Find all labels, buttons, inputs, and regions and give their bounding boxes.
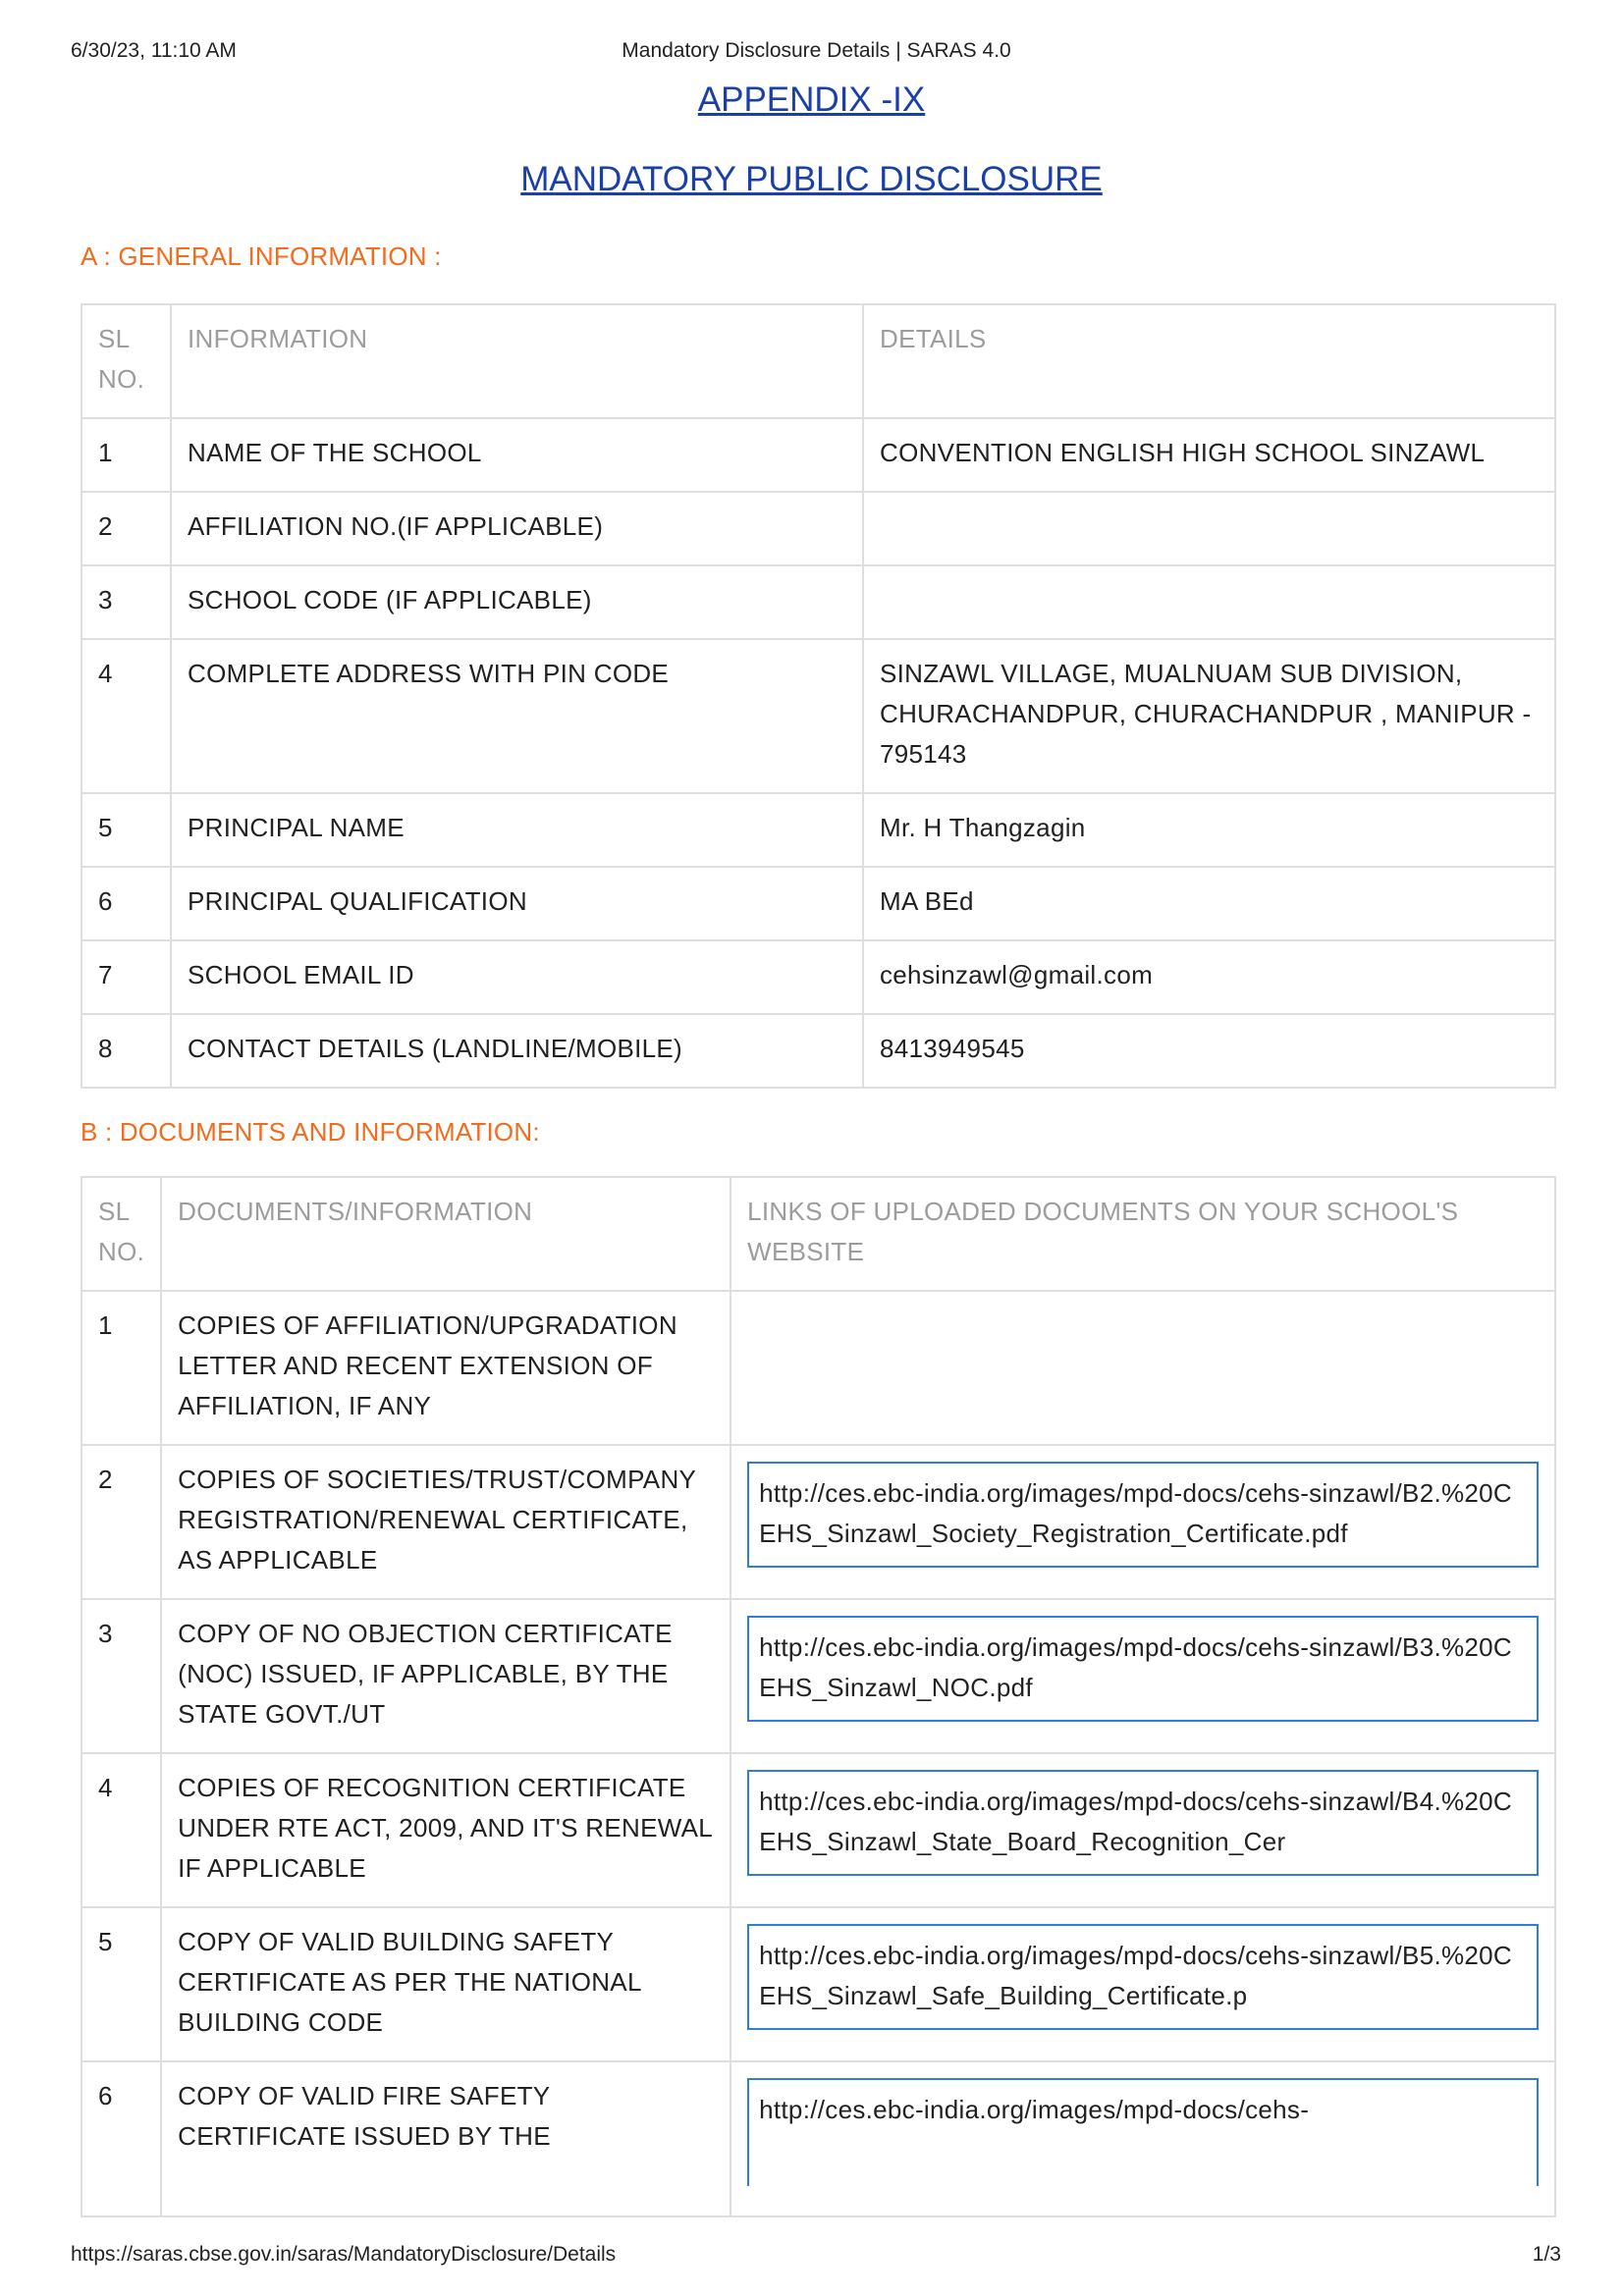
row-sl: 1 (81, 1291, 161, 1445)
document-link-field[interactable]: http://ces.ebc-india.org/images/mpd-docs/cehs-sinzawl/B5.%20CEHS_Sinzawl_Safe_Building_Certificate.p (747, 1924, 1539, 2030)
row-info: CONTACT DETAILS (LANDLINE/MOBILE) (171, 1014, 863, 1088)
row-document: COPIES OF SOCIETIES/TRUST/COMPANY REGISTRATION/RENEWAL CERTIFICATE, AS APPLICABLE (161, 1445, 730, 1599)
row-document: COPY OF NO OBJECTION CERTIFICATE (NOC) ISSUED, IF APPLICABLE, BY THE STATE GOVT./UT (161, 1599, 730, 1753)
row-sl: 6 (81, 867, 171, 940)
table-row (81, 1907, 1555, 2061)
document-link-field[interactable]: http://ces.ebc-india.org/images/mpd-docs/cehs-sinzawl/B4.%20CEHS_Sinzawl_State_Board_Recognition_Cer (747, 1770, 1539, 1876)
header-details: DETAILS (863, 304, 1555, 418)
table-row (81, 867, 1555, 940)
header-sl-no: SL NO. (81, 304, 171, 418)
document-link-field[interactable]: http://ces.ebc-india.org/images/mpd-docs/cehs- (747, 2078, 1539, 2186)
row-sl: 3 (81, 565, 171, 639)
row-info: SCHOOL CODE (IF APPLICABLE) (171, 565, 863, 639)
row-details: 8413949545 (863, 1014, 1555, 1088)
print-page-title: Mandatory Disclosure Details | SARAS 4.0 (622, 39, 1011, 62)
row-sl: 5 (81, 1907, 161, 2061)
row-info: PRINCIPAL QUALIFICATION (171, 867, 863, 940)
table-row (81, 940, 1555, 1014)
header-sl-no: SL NO. (81, 1177, 161, 1291)
row-document: COPIES OF RECOGNITION CERTIFICATE UNDER RTE ACT, 2009, AND IT'S RENEWAL IF APPLICABLE (161, 1753, 730, 1907)
table-row (81, 492, 1555, 565)
header-links: LINKS OF UPLOADED DOCUMENTS ON YOUR SCHOOL'S WEBSITE (730, 1177, 1555, 1291)
row-sl: 7 (81, 940, 171, 1014)
table-header-row (81, 304, 1555, 418)
table-row (81, 565, 1555, 639)
row-link-cell (730, 1907, 1555, 2061)
row-link-cell (730, 2061, 1555, 2216)
row-info: SCHOOL EMAIL ID (171, 940, 863, 1014)
row-link-cell (730, 1599, 1555, 1753)
table-row (81, 1753, 1555, 1907)
row-sl: 8 (81, 1014, 171, 1088)
row-sl: 2 (81, 492, 171, 565)
table-row (81, 418, 1555, 492)
section-a-title: A : GENERAL INFORMATION : (81, 241, 442, 271)
row-link-cell (730, 1445, 1555, 1599)
row-info: PRINCIPAL NAME (171, 793, 863, 867)
row-sl: 1 (81, 418, 171, 492)
row-details: CONVENTION ENGLISH HIGH SCHOOL SINZAWL (863, 418, 1555, 492)
row-sl: 6 (81, 2061, 161, 2216)
print-datetime: 6/30/23, 11:10 AM (71, 39, 237, 62)
row-document: COPIES OF AFFILIATION/UPGRADATION LETTER AND RECENT EXTENSION OF AFFILIATION, IF ANY (161, 1291, 730, 1445)
table-row (81, 639, 1555, 793)
row-link-cell (730, 1291, 1555, 1445)
row-document: COPY OF VALID FIRE SAFETY CERTIFICATE ISSUED BY THE (161, 2061, 730, 2216)
page-title: MANDATORY PUBLIC DISCLOSURE (520, 160, 1103, 198)
table-header-row (81, 1177, 1555, 1291)
document-link-field[interactable]: http://ces.ebc-india.org/images/mpd-docs/cehs-sinzawl/B2.%20CEHS_Sinzawl_Society_Registration_Certificate.pdf (747, 1462, 1539, 1568)
row-sl: 4 (81, 1753, 161, 1907)
row-sl: 3 (81, 1599, 161, 1753)
row-sl: 4 (81, 639, 171, 793)
row-details (863, 565, 1555, 639)
row-info: NAME OF THE SCHOOL (171, 418, 863, 492)
row-info: COMPLETE ADDRESS WITH PIN CODE (171, 639, 863, 793)
table-row (81, 1291, 1555, 1445)
table-row (81, 1599, 1555, 1753)
table-row (81, 2061, 1555, 2216)
row-link-cell (730, 1753, 1555, 1907)
row-details: cehsinzawl@gmail.com (863, 940, 1555, 1014)
row-details: MA BEd (863, 867, 1555, 940)
section-b-title: B : DOCUMENTS AND INFORMATION: (81, 1117, 540, 1147)
documents-table (81, 1176, 1556, 2217)
header-documents: DOCUMENTS/INFORMATION (161, 1177, 730, 1291)
table-row (81, 1014, 1555, 1088)
page-number: 1/3 (1532, 2243, 1561, 2266)
row-sl: 2 (81, 1445, 161, 1599)
row-details (863, 492, 1555, 565)
row-sl: 5 (81, 793, 171, 867)
print-footer (0, 2243, 1623, 2272)
print-url: https://saras.cbse.gov.in/saras/MandatoryDisclosure/Details (71, 2243, 617, 2266)
appendix-title: APPENDIX -IX (697, 80, 926, 119)
document-link-field[interactable]: http://ces.ebc-india.org/images/mpd-docs/cehs-sinzawl/B3.%20CEHS_Sinzawl_NOC.pdf (747, 1616, 1539, 1722)
row-details: SINZAWL VILLAGE, MUALNUAM SUB DIVISION, CHURACHANDPUR, CHURACHANDPUR , MANIPUR - 795143 (863, 639, 1555, 793)
row-document: COPY OF VALID BUILDING SAFETY CERTIFICATE AS PER THE NATIONAL BUILDING CODE (161, 1907, 730, 2061)
table-row (81, 1445, 1555, 1599)
table-row (81, 793, 1555, 867)
row-info: AFFILIATION NO.(IF APPLICABLE) (171, 492, 863, 565)
header-information: INFORMATION (171, 304, 863, 418)
general-info-table (81, 303, 1556, 1089)
row-details: Mr. H Thangzagin (863, 793, 1555, 867)
